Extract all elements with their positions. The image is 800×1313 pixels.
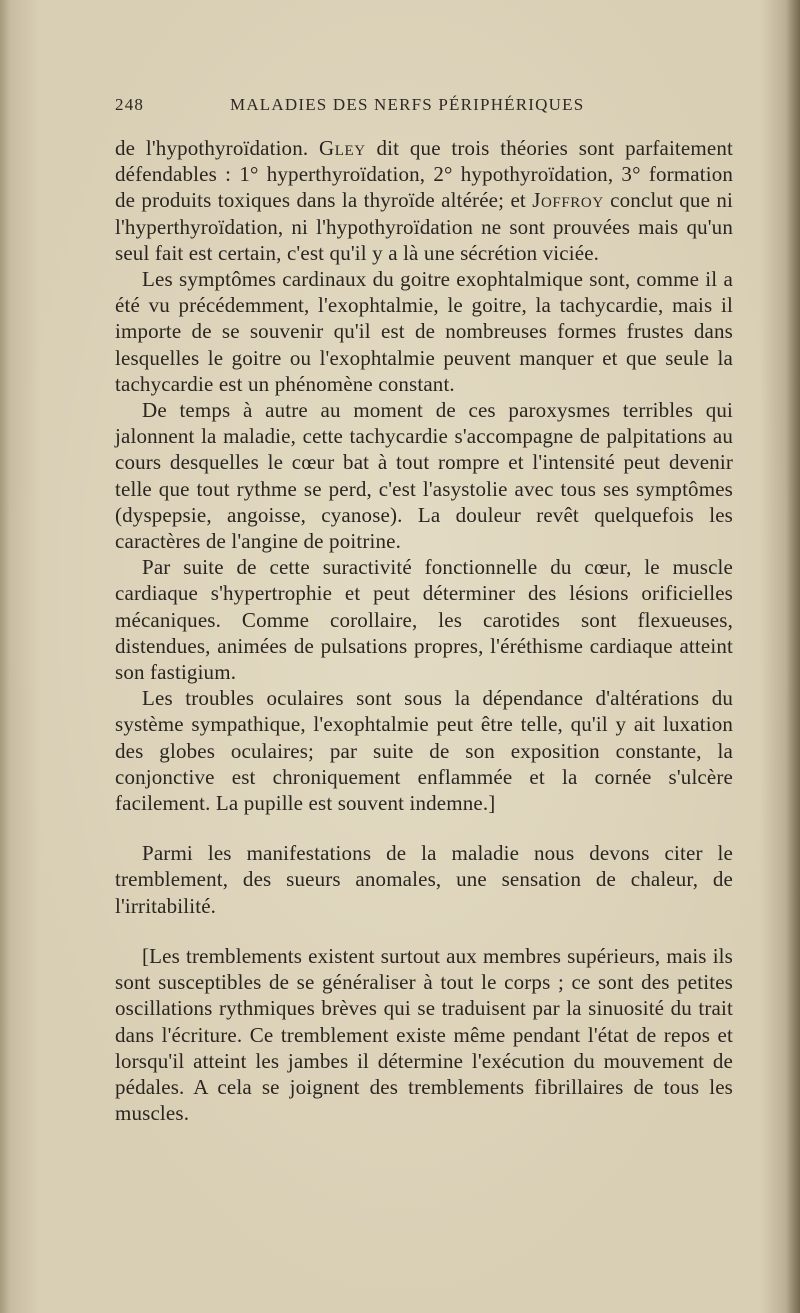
paragraph-7: [Les tremblements existent surtout aux membres supérieurs, mais ils sont susceptibles de se généraliser à tout le corps ; ce sont des petites oscillations rythmiques brèves qui se traduisent par la sinuosité du trait dans l'écriture. Ce tremblement existe même pendant l'état de repos et lorsqu'il atteint les jambes il détermine l'exécution du mouvement de pédales. A cela se joignent des tremblements fibrillaires de tous les muscles.: [115, 943, 733, 1126]
page-right-edge-shadow: [786, 0, 800, 1313]
page-number: 248: [115, 95, 145, 114]
author-name-gley: Gley: [319, 136, 366, 160]
paragraph-4: Par suite de cette suractivité fonctionnelle du cœur, le muscle cardiaque s'hypertrophie et peut déterminer des lésions orificielles mécaniques. Comme corollaire, les carotides sont flexueuses, distendues, animées de pulsations propres, l'éréthisme cardiaque atteint son fastigium.: [115, 555, 733, 685]
paragraph-1-text-a: de l'hypothyroïdation.: [115, 136, 320, 160]
paragraph-2: Les symptômes cardinaux du goitre exophtalmique sont, comme il a été vu précédemment, l'exophtalmie, le goitre, la tachycardie, mais il importe de se souvenir qu'il est de nombreuses formes frustes dans lesquelles le goitre ou l'exophtalmie peuvent manquer et que seule la tachycardie est un phénomène constant.: [115, 267, 733, 396]
paragraph-5: Les troubles oculaires sont sous la dépendance d'altérations du système sympathique, l'exophtalmie peut être telle, qu'il y ait luxation des globes oculaires; par suite de son exposition constante, la conjonctive est chroniquement enflammée et la cornée s'ulcère facilement. La pupille est souvent indemne.]: [115, 686, 733, 816]
paragraph-1-text-c: conclut que ni l'hyperthyroïdation, ni l'hypothyroïdation ne sont prouvées mais qu'un seul fait est certain, c'est qu'il y a là une sécrétion viciée.: [115, 188, 733, 265]
paragraph-6: Parmi les manifestations de la maladie nous devons citer le tremblement, des sueurs anomales, une sensation de chaleur, de l'irritabilité.: [115, 841, 733, 918]
paragraph-1-text-b: dit que trois théories sont parfaitement défendables : 1° hyperthyroïdation, 2° hypothyroïdation, 3° formation de produits toxiques dans la thyroïde altérée; et: [115, 136, 733, 213]
body-text: [115, 135, 733, 1126]
paragraph-1: [115, 135, 733, 266]
paragraph-3: De temps à autre au moment de ces paroxysmes terribles qui jalonnent la maladie, cette tachycardie s'accompagne de palpitations au cours desquelles le cœur bat à tout rompre et l'intensité peut devenir telle que tout rythme se perd, c'est l'asystolie avec tous ses symptômes (dyspepsie, angoisse, cyanose). La douleur revêt quelquefois les caractères de l'angine de poitrine.: [115, 398, 733, 554]
book-page: [115, 95, 733, 1126]
running-head: [115, 95, 733, 123]
page-left-edge-shadow: [0, 0, 10, 1313]
author-name-joffroy: Joffroy: [532, 188, 604, 213]
running-title: MALADIES DES NERFS PÉRIPHÉRIQUES: [230, 95, 585, 114]
